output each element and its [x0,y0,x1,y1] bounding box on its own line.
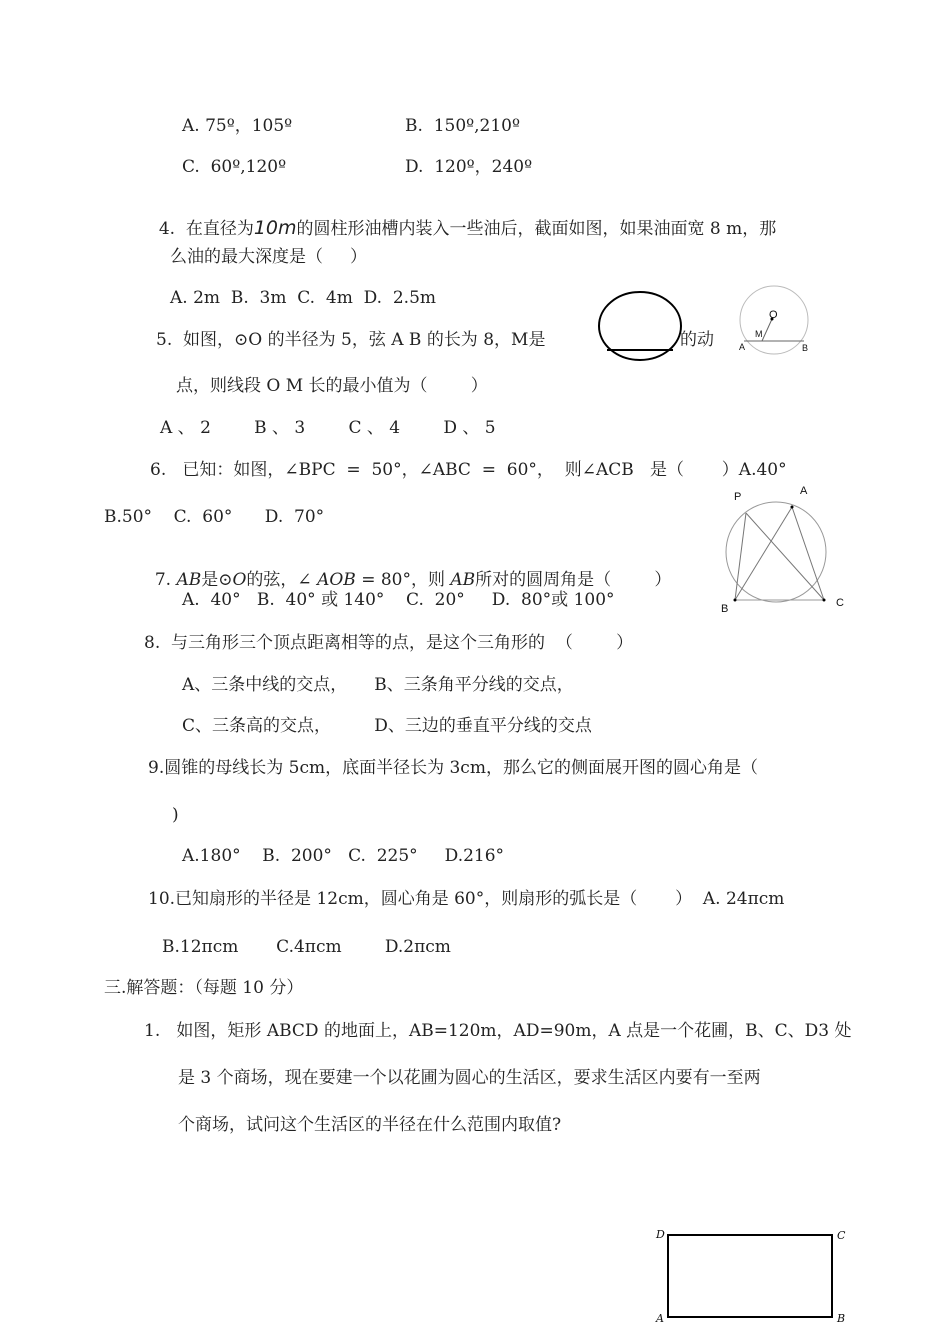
q9-stem: 9.圆锥的母线长为 5cm，底面半径长为 3cm，那么它的侧面展开图的圆心角是（ [148,758,758,778]
q8-options-cd: C、三条高的交点， D、三边的垂直平分线的交点 [182,716,592,736]
rect-label-d: D [656,1228,665,1241]
section3-title: 三.解答题：（每题 10 分） [104,978,304,998]
q6-label-c: C [836,597,844,609]
q10-options: B.12πcm C.4πcm D.2πcm [162,937,451,957]
q6-stem: 6. 已知：如图，∠BPC = 50°，∠ABC = 60°， 则∠ACB 是（ ）A.40° [150,460,787,480]
oil-tank-figure [595,290,695,370]
q6-circle-figure [722,496,832,616]
q6-label-p: P [734,491,742,503]
q7-options: A. 40° B. 40° 或 140° C. 20° D. 80°或 100° [182,590,615,610]
q6-label-b: B [721,603,729,615]
q4-stem-line2: 么油的最大深度是（ ） [170,247,368,267]
q9-options: A.180° B. 200° C. 225° D.216° [182,846,505,866]
q6-label-a: A [800,485,808,497]
q5-label-a: A [739,342,746,352]
q5-stem-part1: 5. 如图，⊙O 的半径为 5，弦 A B 的长为 8，M是 [156,330,546,350]
q3-option-a: A. 75º，105º [182,116,293,136]
q9-stem-line2: ) [172,805,179,825]
p1-line2: 是 3 个商场，现在要建一个以花圃为圆心的生活区，要求生活区内要有一至两 [178,1068,761,1088]
q4-options: A. 2m B. 3m C. 4m D. 2.5m [170,288,437,308]
q6-options: B.50° C. 60° D. 70° [104,507,325,527]
q5-label-m: M [755,329,763,339]
q5-label-b: B [802,343,809,353]
p1-line3: 个商场，试问这个生活区的半径在什么范围内取值? [178,1115,562,1135]
q5-label-o: O [769,309,778,321]
rect-label-c: C [837,1229,846,1242]
q7-stem: 7. AB是⊙O的弦，∠ AOB = 80°，则 AB所对的圆周角是（ ） [154,570,672,590]
q3-option-c: C. 60º,120º [182,157,287,177]
q8-options-ab: A、三条中线的交点， B、三条角平分线的交点， [182,675,574,695]
q8-stem: 8. 与三角形三个顶点距离相等的点，是这个三角形的 （ ） [144,633,634,653]
rect-label-a: A [656,1312,664,1325]
q3-option-d: D. 120º，240º [405,157,533,177]
q5-options: A 、 2 B 、 3 C 、 4 D 、 5 [160,418,496,438]
q5-stem-part2: 的动 [680,330,714,350]
q4-stem: 4. 在直径为10m的圆柱形油槽内装入一些油后，截面如图，如果油面宽 8 m，那 [158,217,777,239]
rect-label-b: B [837,1312,846,1325]
p1-line1: 1. 如图，矩形 ABCD 的地面上，AB=120m，AD=90m，A 点是一个花圃，B、C、D3 处 [144,1021,852,1041]
rectangle-abcd-figure [660,1228,840,1328]
q3-option-b: B. 150º,210º [405,116,520,136]
q10-stem: 10.已知扇形的半径是 12cm，圆心角是 60°，则扇形的弧长是（ ） A. 24πcm [148,889,785,909]
q5-stem-line2: 点，则线段 O M 长的最小值为（ ） [176,376,488,396]
